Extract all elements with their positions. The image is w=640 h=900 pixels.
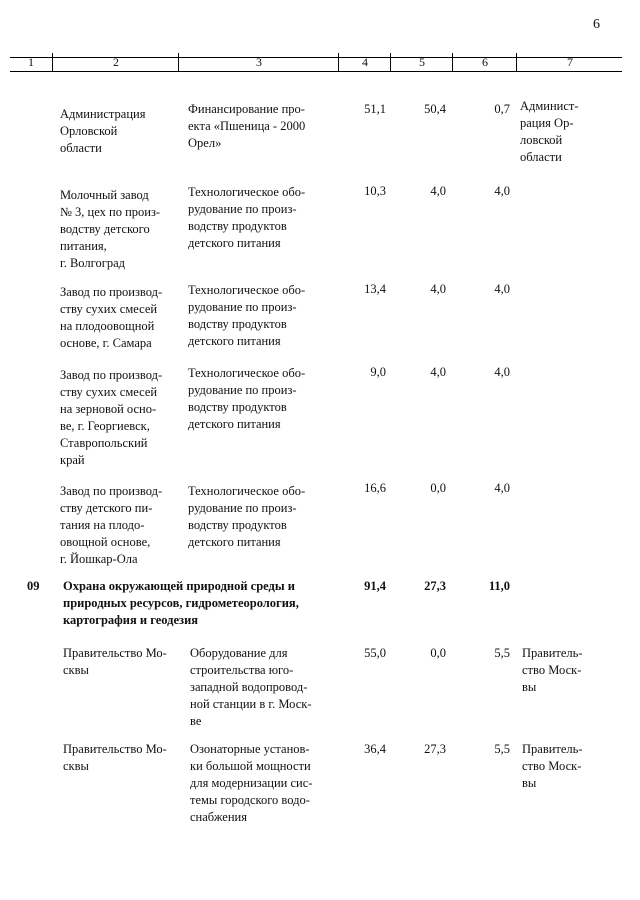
value-col4: 10,3 [364,184,386,198]
page-number: 6 [593,17,600,32]
value-col5: 4,0 [430,365,446,379]
column-header-row [10,53,622,71]
value-col6: 4,0 [494,481,510,495]
value-col4: 9,0 [370,365,386,379]
description-cell: Финансирование про- екта «Пшеница - 2000 Орел» [188,102,306,150]
section-value-col6: 11,0 [488,579,510,593]
organization-cell: Завод по производ- ству сухих смесей на плодоовощной основе, г. Самара [60,285,163,350]
organization-cell: Правительство Мо- сквы [63,646,167,677]
value-col6: 4,0 [494,365,510,379]
description-cell: Технологическое обо- рудование по произ- водству продуктов детского питания [188,185,306,250]
section-value-col4: 91,4 [364,579,386,593]
organization-cell: Молочный завод № 3, цех по произ- водству детского питания, г. Волгоград [60,188,161,270]
value-col6: 5,5 [494,646,510,660]
value-col6: 5,5 [494,742,510,756]
executor-cell: Правитель- ство Моск- вы [522,742,583,790]
organization-cell: Правительство Мо- сквы [63,742,167,773]
executor-cell: Админист- рация Ор- ловской области [520,99,579,164]
header-col-6: 6 [452,53,517,71]
organization-cell: Завод по производ- ству сухих смесей на зерновой осно- ве, г. Георгиевск, Ставропольский край [60,368,163,467]
description-cell: Оборудование для строительства юго- западной водопровод- ной станции в г. Моск- ве [190,646,312,728]
description-cell: Технологическое обо- рудование по произ- водству продуктов детского питания [188,366,306,431]
header-col-7: 7 [516,53,623,71]
value-col4: 16,6 [364,481,386,495]
description-cell: Технологическое обо- рудование по произ- водству продуктов детского питания [188,484,306,549]
header-col-3: 3 [178,53,339,71]
value-col4: 51,1 [364,102,386,116]
header-col-1: 1 [28,55,34,69]
organization-cell: Администрация Орловской области [60,107,146,155]
value-col5: 50,4 [424,102,446,116]
section-code: 09 [27,579,40,593]
value-col4: 36,4 [364,742,386,756]
header-col-2: 2 [52,53,179,71]
organization-cell: Завод по производ- ству детского пи- тания на плодо- овощной основе, г. Йошкар-Ола [60,484,163,566]
value-col5: 0,0 [430,646,446,660]
header-bottom-rule [10,71,622,72]
value-col5: 4,0 [430,282,446,296]
description-cell: Технологическое обо- рудование по произ- водству продуктов детского питания [188,283,306,348]
header-col-4: 4 [338,53,391,71]
value-col6: 0,7 [494,102,510,116]
value-col6: 4,0 [494,184,510,198]
section-title: Охрана окружающей природной среды и природных ресурсов, гидрометеорология, картография и геодезия [63,579,299,627]
value-col5: 27,3 [424,742,446,756]
value-col5: 4,0 [430,184,446,198]
section-value-col5: 27,3 [424,579,446,593]
header-col-5: 5 [390,53,453,71]
value-col4: 13,4 [364,282,386,296]
value-col4: 55,0 [364,646,386,660]
value-col6: 4,0 [494,282,510,296]
value-col5: 0,0 [430,481,446,495]
description-cell: Озонаторные установ- ки большой мощности для модернизации сис- темы городского водо- снабжения [190,742,313,824]
executor-cell: Правитель- ство Моск- вы [522,646,583,694]
